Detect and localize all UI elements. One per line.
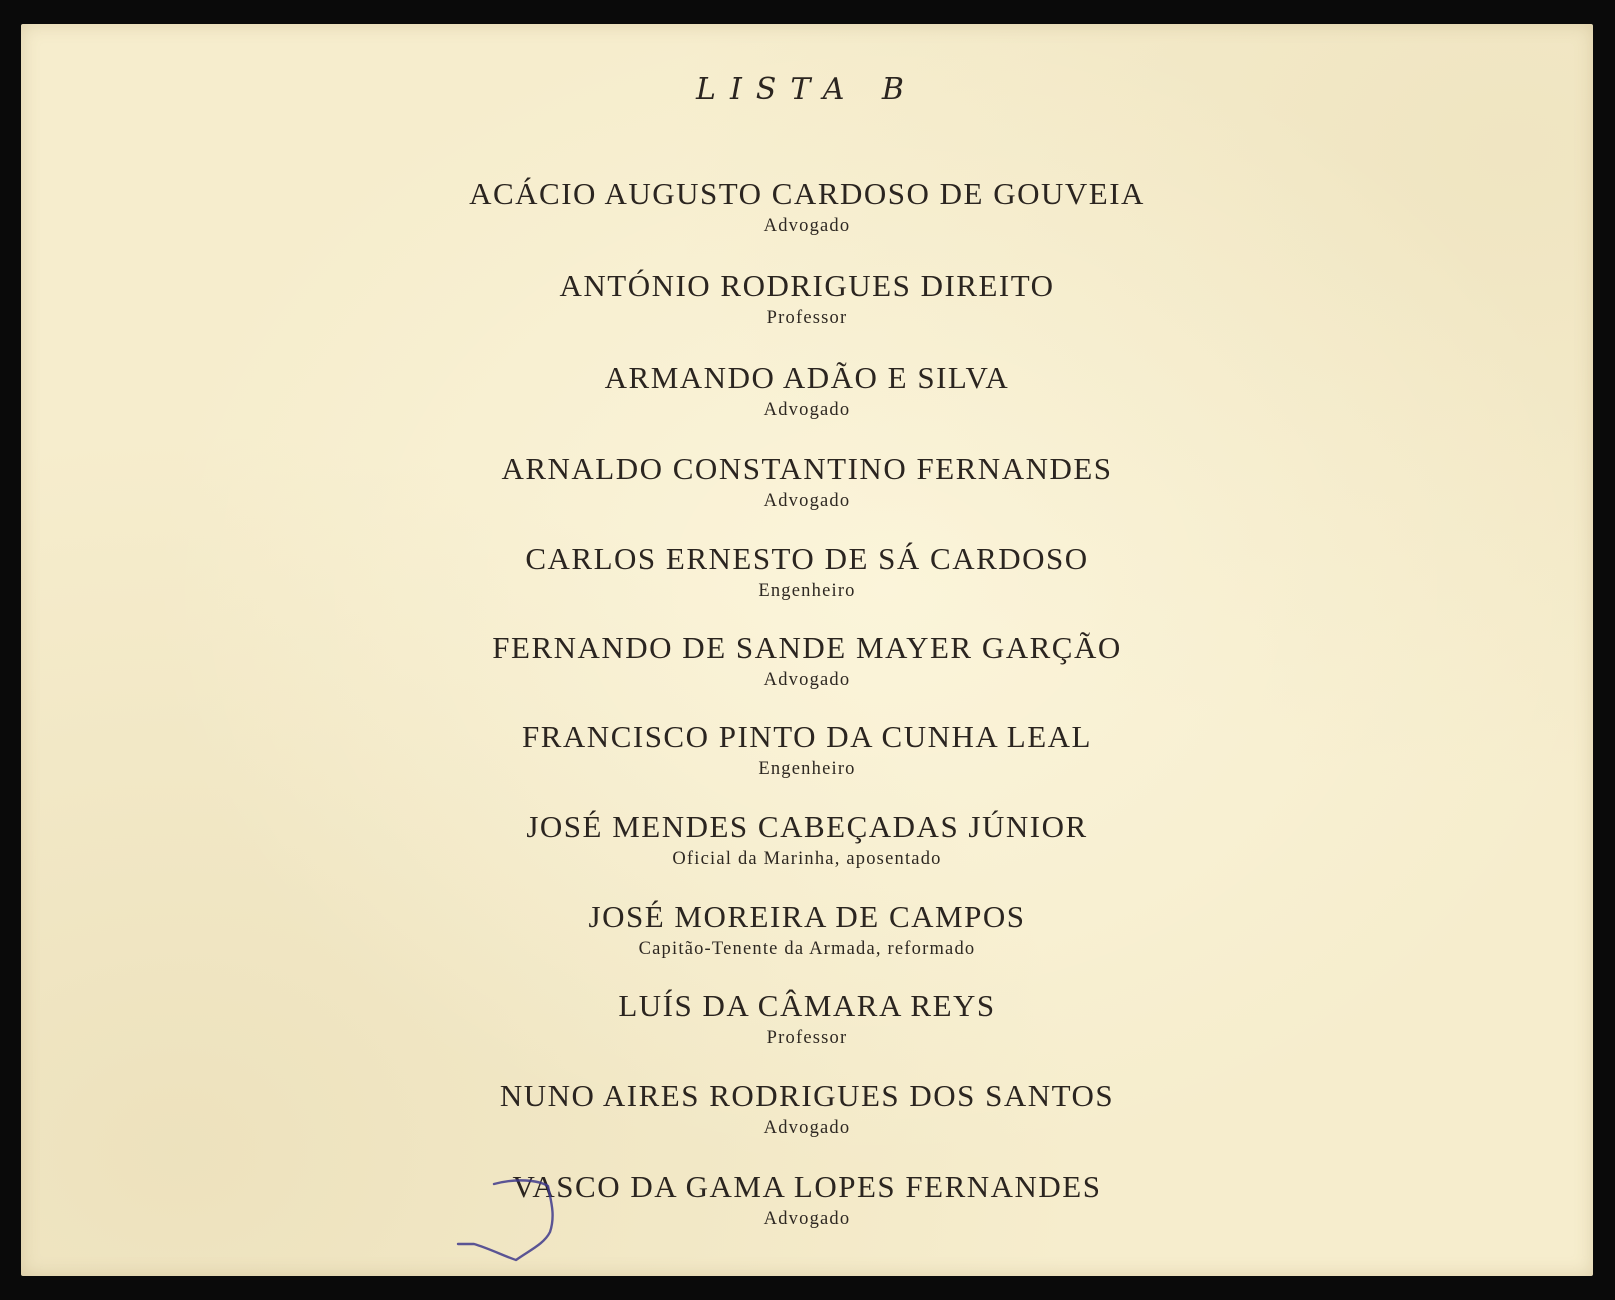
candidate-name: CARLOS ERNESTO DE SÁ CARDOSO: [525, 541, 1089, 576]
candidate-occupation: Advogado: [763, 670, 851, 690]
list-item: [21, 541, 1593, 602]
handwritten-pen-mark: [446, 1174, 586, 1274]
candidate-name: FERNANDO DE SANDE MAYER GARÇÃO: [492, 630, 1122, 665]
candidate-occupation: Advogado: [763, 1209, 851, 1229]
candidate-occupation: Advogado: [763, 491, 851, 511]
list-item: [21, 899, 1593, 960]
candidate-occupation: Engenheiro: [758, 581, 856, 601]
candidate-name: NUNO AIRES RODRIGUES DOS SANTOS: [499, 1078, 1115, 1113]
candidate-name: JOSÉ MOREIRA DE CAMPOS: [588, 899, 1026, 934]
candidate-occupation: Capitão-Tenente da Armada, reformado: [638, 939, 976, 959]
list-item: [21, 630, 1593, 691]
list-item: [21, 176, 1593, 237]
candidate-occupation: Oficial da Marinha, aposentado: [672, 849, 942, 869]
candidate-occupation: Advogado: [763, 216, 851, 236]
candidate-name: ACÁCIO AUGUSTO CARDOSO DE GOUVEIA: [469, 176, 1145, 211]
document-page: [21, 24, 1593, 1276]
candidate-name: VASCO DA GAMA LOPES FERNANDES: [512, 1169, 1102, 1204]
candidate-occupation: Professor: [766, 1028, 848, 1048]
list-item: [21, 451, 1593, 512]
candidate-occupation: Advogado: [763, 400, 851, 420]
list-item: [21, 719, 1593, 780]
candidate-occupation: Advogado: [763, 1118, 851, 1138]
candidate-name: LUÍS DA CÂMARA REYS: [618, 988, 996, 1023]
list-item: [21, 1078, 1593, 1139]
list-item: [21, 1169, 1593, 1230]
list-item: [21, 809, 1593, 870]
candidate-name: ANTÓNIO RODRIGUES DIREITO: [559, 268, 1055, 303]
candidate-name: ARMANDO ADÃO E SILVA: [604, 360, 1010, 395]
candidate-name: ARNALDO CONSTANTINO FERNANDES: [501, 451, 1113, 486]
candidate-occupation: Professor: [766, 308, 848, 328]
list-item: [21, 268, 1593, 329]
candidate-occupation: Engenheiro: [758, 759, 856, 779]
candidate-name: FRANCISCO PINTO DA CUNHA LEAL: [522, 719, 1092, 754]
candidate-name: JOSÉ MENDES CABEÇADAS JÚNIOR: [526, 809, 1088, 844]
list-item: [21, 360, 1593, 421]
page-title: LISTA B: [696, 72, 918, 107]
list-item: [21, 988, 1593, 1049]
